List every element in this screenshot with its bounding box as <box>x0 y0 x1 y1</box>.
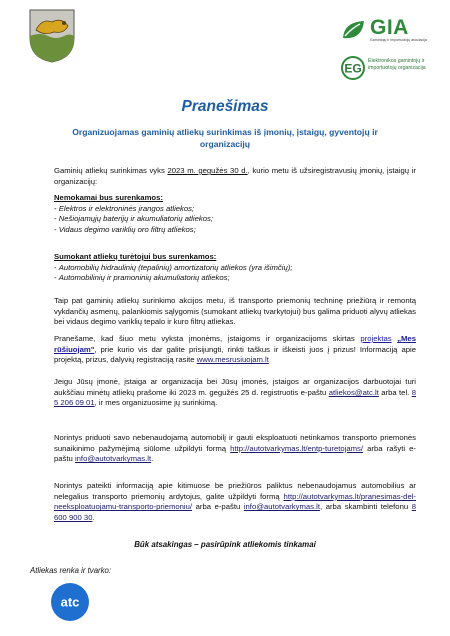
project-paragraph: Pranešame, kad šiuo metu vyksta įmonėms, įstaigoms ir organizacijoms skirtas projektas „Mes rūšiuojam", prie kurio vis dar galite prisijungti, rinkti taškus ir iškeisti juos į prizus! Informaciją apie projektą, prizus, dalyvių registraciją rasite www.mesrusiuojam.lt <box>54 334 416 365</box>
gia-logo <box>340 16 427 48</box>
list-heading: Sumokant atliekų turėtojui bus surenkamos: <box>54 252 217 261</box>
gia-logo-text: GIA <box>370 16 409 39</box>
atc-logo-text: atc <box>60 594 80 610</box>
atc-phone-link[interactable]: 8 5 206 09 01 <box>54 387 416 408</box>
page-title: Pranešimas <box>181 98 269 115</box>
autotvarkymas-phone-link[interactable]: 8 600 900 30 <box>54 502 416 522</box>
list-item: - Elektros ir elektroninės įrangos atliekos; <box>54 203 195 213</box>
entp-form-link[interactable]: http://autotvarkymas.lt/entp-turetojams/ <box>230 443 364 453</box>
slogan: Būk atsakingas – pasirūpink atliekomis tinkamai <box>134 540 316 549</box>
eg-logo-letters: EG <box>344 61 362 76</box>
autotvarkymas-email-link-2[interactable]: info@autotvarkymas.lt <box>243 502 320 512</box>
eg-logo <box>340 55 440 81</box>
registration-paragraph: Jeigu Jūsų įmonė, įstaiga ar organizacija bei Jūsų įmonės, įstaigos ar organizacijos darbuotojai turi aukščiau minėtų atliekų prašome iki 2023 m. gegužės 25 d. registruotis e-paštu atliekos@atc.lt arba tel. 8 5 206 09 01, ir mes organizuosime jų surinkimą. <box>54 377 416 408</box>
list-item: - Automobilinių ir pramoninių akumuliatorių atliekos; <box>54 273 230 283</box>
free-collection-list <box>54 193 416 235</box>
vehicle-disposal-paragraph: Norintys priduoti savo nebenaudojamą automobilį ir gauti eksploatuoti netinkamos transporto priemonės sunaikinimo pažymėjimą siūlome užpildyti formą http://autotvarkymas.lt/entp-turetojams/ arba rašyti e-paštu info@autotvarkymas.lt. <box>54 433 416 464</box>
gia-leaf-icon <box>340 18 368 44</box>
list-item: - Vidaus degimo variklių oro filtrų atliekos; <box>54 224 196 234</box>
autotvarkymas-email-link[interactable]: info@autotvarkymas.lt <box>74 454 152 464</box>
list-item: - Nešiojamųjų baterijų ir akumuliatorių atliekos; <box>54 214 213 224</box>
coat-of-arms-logo <box>28 8 76 64</box>
oil-filter-paragraph: Taip pat gaminių atliekų surinkimo akcijos metu, iš transporto priemonių techninę priežiūrą ir remontą vykdančių asmenų, palankiomis sąlygomis (sumokant atliekų tvarkytojui) bus galima priduoti alyvų atliekas bei vidaus degimo variklių tepalo ir kuro filtrų atliekas. <box>54 296 416 327</box>
eg-logo-text: Elektronikos gamintojų ir importuotojų organizacija <box>368 58 426 71</box>
mesrusiuojam-link[interactable]: www.mesrusiuojam.lt <box>196 355 269 365</box>
atc-email-link[interactable]: atliekos@atc.lt <box>328 387 379 397</box>
collection-date: 2023 m. gegužės 30 d. <box>167 166 248 175</box>
intro-paragraph: Gaminių atliekų surinkimas vyks 2023 m. gegužės 30 d., kurio metu iš užsiregistravusių įmonių, įstaigų ir organizacijų: <box>54 166 416 186</box>
paid-collection-list <box>54 252 416 284</box>
collector-label: Atliekas renka ir tvarko: <box>30 566 112 575</box>
abandoned-vehicles-paragraph: Norintys pateikti informaciją apie kitimuose be priežiūros paliktus nebenaudojamus automobilius ar nelegalius transporto priemonių ardytojus, galite užpildyti formą http://autotvarkymas.lt/pranesimas-del-neeksploatuojamu-transporto-priemoniu/ arba e-paštu info@autotvarkymas.lt, arba skambinti telefonu 8 600 900 30. <box>54 481 416 522</box>
list-item: - Automobilių hidraulinių (tepalinių) amortizatorių atliekos (yra išimčių); <box>54 262 293 272</box>
atc-logo <box>50 582 90 622</box>
eg-emblem-icon <box>340 55 366 81</box>
page-subtitle: Organizuojamas gaminių atliekų surinkimas iš įmonių, įstaigų, gyventojų ir organizacijų <box>72 127 378 149</box>
gia-logo-subtitle: Gamintojų ir importuotojų asociacija <box>370 38 427 42</box>
report-form-link[interactable]: http://autotvarkymas.lt/pranesimas-del-neeksploatuojamu-transporto-priemoniu/ <box>54 491 416 512</box>
project-name: „Mes rūšiuojam" <box>54 334 416 354</box>
list-heading: Nemokamai bus surenkamos: <box>54 193 163 202</box>
